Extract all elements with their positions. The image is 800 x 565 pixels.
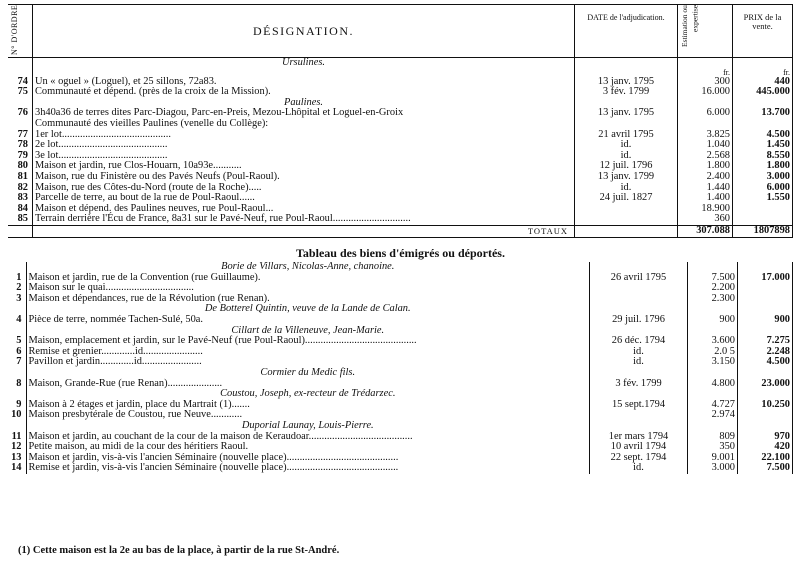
row-prix: 7.275 — [738, 336, 793, 347]
table-row — [8, 315, 793, 326]
row-prix: 17.000 — [738, 273, 793, 284]
row-designation: 2e lot.......................................... — [33, 140, 575, 151]
section-heading-row — [8, 262, 793, 273]
row-designation: Maison sur le quai.................................. — [26, 283, 590, 294]
row-designation: Communauté des vieilles Paulines (venelle du Collège): — [33, 119, 575, 130]
row-number: 84 — [8, 204, 33, 215]
row-prix: 10.250 — [738, 400, 793, 411]
row-estimation: 2.200 — [688, 283, 738, 294]
table-row — [8, 379, 793, 390]
totals-row — [8, 225, 793, 237]
section-heading-row — [8, 58, 793, 69]
row-designation: Maison et jardin, rue Clos-Houarn, 10a93e........... — [33, 161, 575, 172]
row-number: 82 — [8, 183, 33, 194]
row-estimation: 2.974 — [688, 410, 738, 421]
row-prix: 2.248 — [738, 347, 793, 358]
row-designation: Remise et jardin, vis-à-vis l'ancien Séminaire (nouvelle place)........................................... — [26, 463, 590, 474]
row-date: 26 avril 1795 — [590, 273, 688, 284]
row-date: 13 janv. 1795 — [575, 77, 678, 88]
row-date: 29 juil. 1796 — [590, 315, 688, 326]
row-estimation: 1.440 — [678, 183, 733, 194]
row-prix: 23.000 — [738, 379, 793, 390]
row-estimation: 3.825 — [678, 130, 733, 141]
row-date: 24 juil. 1827 — [575, 193, 678, 204]
row-estimation: 2.400 — [678, 172, 733, 183]
row-date: id. — [575, 151, 678, 162]
row-estimation — [678, 119, 733, 130]
row-prix — [738, 283, 793, 294]
row-number: 6 — [8, 347, 26, 358]
section-heading: Cormier du Medic fils. — [26, 368, 590, 379]
row-date — [590, 410, 688, 421]
section-heading: Borie de Villars, Nicolas-Anne, chanoine. — [26, 262, 590, 273]
row-number: 83 — [8, 193, 33, 204]
row-prix: 1.800 — [733, 161, 793, 172]
table-row — [8, 172, 793, 183]
totals-est: 307.088 — [678, 225, 733, 237]
unit-prix: fr. — [733, 69, 793, 77]
row-date — [575, 119, 678, 130]
row-prix — [733, 119, 793, 130]
row-designation: Pièce de terre, nommée Tachen-Sulé, 50a. — [26, 315, 590, 326]
row-date: 15 sept.1794 — [590, 400, 688, 411]
table-ecclesiastical — [8, 4, 793, 238]
row-number: 85 — [8, 214, 33, 225]
table-row — [8, 87, 793, 98]
row-designation: Pavillon et jardin.............id....................... — [26, 357, 590, 368]
row-designation: Maison et dépendances, rue de la Révolution (rue Renan). — [26, 294, 590, 305]
row-date: 1er mars 1794 — [590, 432, 688, 443]
section-heading-row — [8, 368, 793, 379]
row-date: 26 déc. 1794 — [590, 336, 688, 347]
row-prix: 4.500 — [733, 130, 793, 141]
totals-label: TOTAUX — [33, 225, 575, 237]
row-estimation: 1.400 — [678, 193, 733, 204]
row-designation: Maison, rue du Finistère ou des Pavés Neufs (Poul-Raoul). — [33, 172, 575, 183]
row-estimation: 2.568 — [678, 151, 733, 162]
table-emigres — [8, 262, 793, 474]
row-designation: Maison, Grande-Rue (rue Renan)..................... — [26, 379, 590, 390]
row-date: id. — [575, 183, 678, 194]
row-estimation: 16.000 — [678, 87, 733, 98]
row-date: 10 avril 1794 — [590, 442, 688, 453]
row-date: 12 juil. 1796 — [575, 161, 678, 172]
row-designation: Communauté et dépend. (près de la croix de la Mission). — [33, 87, 575, 98]
header-prix: PRIX de la vente. — [733, 5, 793, 58]
row-prix: 3.000 — [733, 172, 793, 183]
row-number: 79 — [8, 151, 33, 162]
row-designation: Maison à 2 étages et jardin, place du Martrait (1)....... — [26, 400, 590, 411]
row-number: 75 — [8, 87, 33, 98]
row-date: 22 sept. 1794 — [590, 453, 688, 464]
row-designation: Maison, rue des Côtes-du-Nord (route de la Roche)..... — [33, 183, 575, 194]
row-estimation: 350 — [688, 442, 738, 453]
row-date: id. — [575, 140, 678, 151]
row-estimation: 3.600 — [688, 336, 738, 347]
row-date: id. — [590, 463, 688, 474]
row-number: 8 — [8, 379, 26, 390]
row-prix: 7.500 — [738, 463, 793, 474]
header-date: DATE de l'adjudication. — [575, 5, 678, 58]
row-prix: 445.000 — [733, 87, 793, 98]
row-date: 13 janv. 1795 — [575, 108, 678, 119]
row-date: 3 fév. 1799 — [590, 379, 688, 390]
row-estimation: 360 — [678, 214, 733, 225]
row-estimation: 2.300 — [688, 294, 738, 305]
row-designation: Maison et jardin, rue de la Convention (rue Guillaume). — [26, 273, 590, 284]
table-row — [8, 214, 793, 225]
table-row — [8, 410, 793, 421]
row-estimation: 300 — [678, 77, 733, 88]
row-date — [590, 283, 688, 294]
row-estimation: 4.800 — [688, 379, 738, 390]
table-header — [8, 5, 793, 58]
row-designation: Maison et dépend. des Paulines neuves, rue Poul-Raoul... — [33, 204, 575, 215]
table-row — [8, 357, 793, 368]
table-body-2 — [8, 262, 793, 474]
section-heading: Coustou, Joseph, ex-recteur de Trédarzec. — [26, 389, 590, 400]
row-estimation: 2.0 5 — [688, 347, 738, 358]
totals-prix: 1807898 — [733, 225, 793, 237]
row-date: id. — [590, 347, 688, 358]
row-prix — [738, 294, 793, 305]
row-estimation: 3.000 — [688, 463, 738, 474]
footnote: (1) Cette maison est la 2e au bas de la place, à partir de la rue St-André. — [18, 545, 340, 556]
header-estimation: Estimation ou expertise — [678, 5, 733, 58]
row-number: 74 — [8, 77, 33, 88]
row-number: 78 — [8, 140, 33, 151]
row-designation: 3e lot.......................................... — [33, 151, 575, 162]
row-estimation: 809 — [688, 432, 738, 443]
row-number: 12 — [8, 442, 26, 453]
row-designation: 3h40a36 de terres dites Parc-Diagou, Parc-en-Preis, Mezou-Lhôpital et Loguel-en-Groix — [33, 108, 575, 119]
section-heading-row — [8, 421, 793, 432]
row-date: 13 janv. 1799 — [575, 172, 678, 183]
row-estimation: 18.900 — [678, 204, 733, 215]
row-prix: 900 — [738, 315, 793, 326]
row-designation: Maison presbytérale de Coustou, rue Neuve............ — [26, 410, 590, 421]
row-estimation: 7.500 — [688, 273, 738, 284]
unit-est: fr. — [678, 69, 733, 77]
row-designation: Maison et jardin, vis-à-vis l'ancien Séminaire (nouvelle place)........................................... — [26, 453, 590, 464]
row-date: 21 avril 1795 — [575, 130, 678, 141]
row-estimation: 4.727 — [688, 400, 738, 411]
section-subtitle: Tableau des biens d'émigrés ou déportés. — [296, 246, 505, 260]
header-designation: DÉSIGNATION. — [33, 5, 575, 58]
row-designation: 1er lot.......................................... — [33, 130, 575, 141]
row-number: 77 — [8, 130, 33, 141]
row-date — [575, 204, 678, 215]
table-row — [8, 119, 793, 130]
row-prix: 420 — [738, 442, 793, 453]
row-number: 7 — [8, 357, 26, 368]
row-estimation: 9.001 — [688, 453, 738, 464]
row-number: 5 — [8, 336, 26, 347]
section-heading: Duporial Launay, Louis-Pierre. — [26, 421, 590, 432]
row-prix: 1.550 — [733, 193, 793, 204]
row-prix: 970 — [738, 432, 793, 443]
row-number: 10 — [8, 410, 26, 421]
row-prix: 8.550 — [733, 151, 793, 162]
row-prix — [738, 410, 793, 421]
row-estimation: 1.040 — [678, 140, 733, 151]
header-num: N° D'ORDRE — [8, 5, 33, 58]
row-prix: 440 — [733, 77, 793, 88]
row-estimation: 900 — [688, 315, 738, 326]
row-estimation: 1.800 — [678, 161, 733, 172]
row-number: 81 — [8, 172, 33, 183]
row-date: 3 fév. 1799 — [575, 87, 678, 98]
row-number: 80 — [8, 161, 33, 172]
row-prix — [733, 204, 793, 215]
row-estimation: 3.150 — [688, 357, 738, 368]
row-designation: Petite maison, au midi de la cour des héritiers Raoul. — [26, 442, 590, 453]
row-number: 11 — [8, 432, 26, 443]
row-prix: 22.100 — [738, 453, 793, 464]
row-designation: Parcelle de terre, au bout de la rue de Poul-Raoul...... — [33, 193, 575, 204]
row-number — [8, 119, 33, 130]
row-number: 76 — [8, 108, 33, 119]
row-prix: 1.450 — [733, 140, 793, 151]
row-designation: Un « oguel » (Loguel), et 25 sillons, 72a83. — [33, 77, 575, 88]
row-number: 2 — [8, 283, 26, 294]
row-designation: Remise et grenier.............id....................... — [26, 347, 590, 358]
row-prix: 6.000 — [733, 183, 793, 194]
row-date — [590, 294, 688, 305]
section-heading: Ursulines. — [33, 58, 575, 69]
row-designation: Terrain derrière l'Écu de France, 8a31 sur le Pavé-Neuf, rue Poul-Raoul.............................. — [33, 214, 575, 225]
row-number: 3 — [8, 294, 26, 305]
section-heading: Paulines. — [33, 98, 575, 109]
row-number: 13 — [8, 453, 26, 464]
row-number: 14 — [8, 463, 26, 474]
table-row — [8, 463, 793, 474]
row-number: 1 — [8, 273, 26, 284]
table-body-1 — [8, 58, 793, 226]
row-prix — [733, 214, 793, 225]
row-prix: 4.500 — [738, 357, 793, 368]
row-date: id. — [590, 357, 688, 368]
row-designation: Maison, emplacement et jardin, sur le Pavé-Neuf (rue Poul-Raoul)........................................... — [26, 336, 590, 347]
row-date — [575, 214, 678, 225]
row-designation: Maison et jardin, au couchant de la cour de la maison de Keraudoar........................................ — [26, 432, 590, 443]
row-prix: 13.700 — [733, 108, 793, 119]
section-heading: De Botterel Quintin, veuve de la Lande de Calan. — [26, 304, 590, 315]
row-estimation: 6.000 — [678, 108, 733, 119]
section-heading: Cillart de la Villeneuve, Jean-Marie. — [26, 326, 590, 337]
row-number: 9 — [8, 400, 26, 411]
row-number: 4 — [8, 315, 26, 326]
